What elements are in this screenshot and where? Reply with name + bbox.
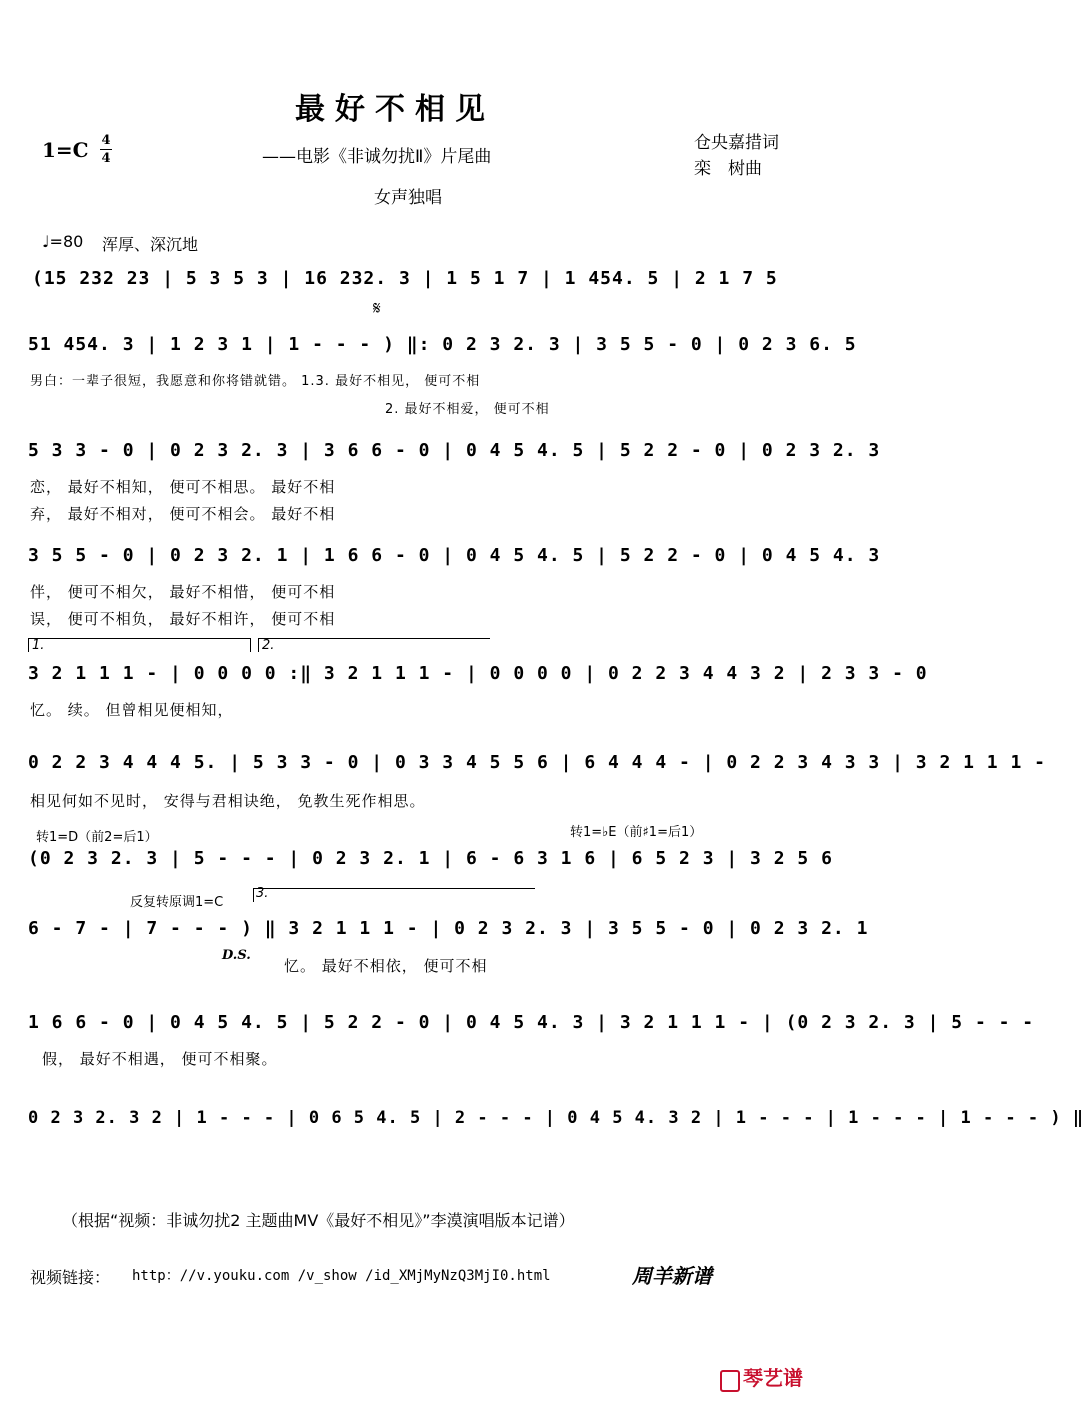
modulation-mark-1: 转1=D（前2=后1） [36,830,158,845]
site-logo [720,1362,803,1392]
lyrics-row-2-line-1: 男白：一辈子很短，我愿意和你将错就错。 1.3. 最好不相见， 便可不相 [30,374,481,389]
segno-sign: 𝄋 [373,298,381,319]
notation-row-1: (15 232 23 | 5 3 5 3 | 16 232. 3 | 1 5 1 7 | 1 454. 5 | 2 1 7 5 [32,268,778,289]
time-signature-bottom: 4 [101,151,111,166]
lyrics-row-4-line-2: 误， 便可不相负， 最好不相许， 便可不相 [30,610,336,628]
lyricist-credit: 仓央嘉措词 [694,133,779,153]
notation-row-2: 51 454. 3 | 1 2 3 1 | 1 - - - ) ‖: 0 2 3 2. 3 | 3 5 5 - 0 | 0 2 3 6. 5 [28,334,857,355]
lyrics-row-8: 忆。 最好不相依， 便可不相 [284,957,488,975]
notation-row-9: 1 6 6 - 0 | 0 4 5 4. 5 | 5 2 2 - 0 | 0 4 5 4. 3 | 3 2 1 1 1 - | (0 2 3 2. 3 | 5 - - - [28,1012,1035,1033]
notation-row-5: 3 2 1 1 1 - | 0 0 0 0 :‖ 3 2 1 1 1 - | 0 0 0 0 | 0 2 2 3 4 4 3 2 | 2 3 3 - 0 [28,663,928,684]
key-signature: 1=C [42,138,89,162]
tempo-marking: ♩=80 [42,232,84,251]
composer-credit: 栾 树曲 [694,159,762,179]
notation-row-8: 6 - 7 - | 7 - - - ) ‖ 3 2 1 1 1 - | 0 2 3 2. 3 | 3 5 5 - 0 | 0 2 3 2. 1 [28,918,869,939]
subtitle: ——电影《非诚勿扰Ⅱ》片尾曲 [262,147,492,167]
video-link-url[interactable]: http：//v.youku.com /v_show /id_XMjMyNzQ3MjI0.html [132,1268,551,1284]
source-note: （根据“视频：非诚勿扰2 主题曲MV《最好不相见》”李漠演唱版本记谱） [62,1211,575,1230]
video-link-label: 视频链接： [30,1268,111,1287]
lyrics-row-3-line-1: 恋， 最好不相知， 便可不相思。 最好不相 [30,478,336,496]
time-signature [100,133,112,166]
notation-row-10: 0 2 3 2. 3 2 | 1 - - - | 0 6 5 4. 5 | 2 - - - | 0 4 5 4. 3 2 | 1 - - - | 1 - - - | 1 - - - ) ‖ [28,1108,1084,1128]
lyrics-row-3-line-2: 弃， 最好不相对， 便可不相会。 最好不相 [30,505,336,523]
expression-marking: 浑厚、深沉地 [102,235,199,254]
notation-row-3: 5 3 3 - 0 | 0 2 3 2. 3 | 3 6 6 - 0 | 0 4 5 4. 5 | 5 2 2 - 0 | 0 2 3 2. 3 [28,440,881,461]
lyrics-row-9: 假， 最好不相遇， 便可不相聚。 [42,1050,278,1068]
lyrics-row-2-line-2: 2. 最好不相爱， 便可不相 [385,402,550,417]
return-key-mark: 反复转原调1=C [130,895,224,910]
arranger-signature: 周羊新谱 [632,1264,712,1288]
notation-row-6: 0 2 2 3 4 4 4 5. | 5 3 3 - 0 | 0 3 3 4 5 5 6 | 6 4 4 4 - | 0 2 2 3 4 3 3 | 3 2 1 1 1 - [28,752,1046,773]
logo-text: 琴艺谱 [743,1366,803,1390]
notation-row-4: 3 5 5 - 0 | 0 2 3 2. 1 | 1 6 6 - 0 | 0 4 5 4. 5 | 5 2 2 - 0 | 0 4 5 4. 3 [28,545,881,566]
lyrics-row-5: 忆。 续。 但曾相见便相知， [30,701,234,719]
ds-mark: D.S. [222,948,251,963]
time-signature-top: 4 [101,133,111,148]
volta-3-label: 3. [256,886,269,901]
volta-1-label: 1. [32,638,45,653]
volta-2-label: 2. [262,638,275,653]
song-title: 最好不相见 [295,92,495,127]
lyrics-row-6: 相见何如不见时， 安得与君相诀绝， 免教生死作相思。 [30,792,426,810]
logo-icon [720,1370,740,1392]
voice-type: 女声独唱 [374,188,442,208]
notation-row-7: (0 2 3 2. 3 | 5 - - - | 0 2 3 2. 1 | 6 - 6 3 1 6 | 6 5 2 3 | 3 2 5 6 [28,848,833,869]
modulation-mark-2: 转1=♭E（前♯1=后1） [570,825,703,840]
lyrics-row-4-line-1: 伴， 便可不相欠， 最好不相惜， 便可不相 [30,583,336,601]
